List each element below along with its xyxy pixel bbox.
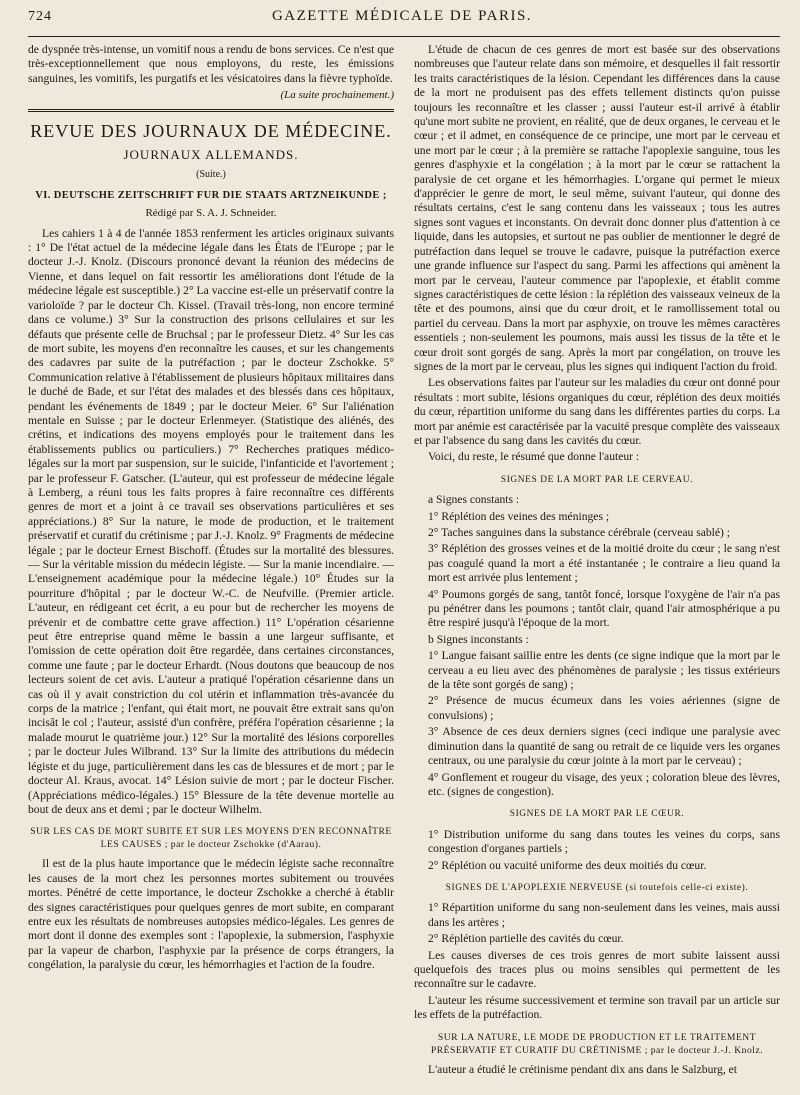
body-paragraph-4: Les causes diverses de ces trois genres de mort subite laissent aussi quelquefois des traces plus ou moins sensibles qui permettent de les reconnaître sur le cadavre. xyxy=(414,948,780,991)
list-item: 1° Langue faisant saillie entre les dents (ce signe indique que la mort par le cerveau a eu lieu avec des phénomènes de paralysie ; les tissus extérieurs de la tête sont gorgés de sang) ; xyxy=(428,649,780,692)
page-number: 724 xyxy=(28,9,52,24)
continued-paragraph: de dyspnée très-intense, un vomitif nous a rendu de bons services. Ce n'est que très-exceptionnellement que nous employons, du reste, les émissions sanguines, les vomitifs, les purgatifs et les vésicatoires dans la fièvre typhoïde. xyxy=(28,43,394,85)
body-paragraph-1: L'étude de chacun de ces genres de mort est basée sur des observations nombreuses que l'auteur relate dans son mémoire, et desquelles il fait ressortir les traits caractéristiques de la lésion. Cependant les différences dans la cause de la mort ne produisent pas des effets tellement distincts qu'on puisse toujours les reconnaître et les classer ; aussi l'auteur est-il arrivé à établir qu'une mort subite ne provient, en réalité, que de deux organes, le cerveau et le cœur ; et il admet, en conséquence de ce principe, une mort par le cerveau et une mort par le cœur ; à la première se rattache l'apoplexie sanguine, tous les genres d'asphyxie et la congélation ; à la mort par le cœur se rattachent la paralysie de cet organe et les hémorrhagies. L'organe qui permet le mieux d'apprécier le genre de mort, le seul même, suivant l'auteur, qui donne des résultats certains, c'est le sang contenu dans les vaisseaux ; tous les autres signes sont vagues et inconstants. On devrait donc donner plus d'attention à ce liquide, dans les autopsies, et surtout ne pas oublier de mentionner le degré de putréfaction dans lequel se trouve le cadavre, puisque la putréfaction exerce une grande influence sur l'aspect du sang. Parmi les affections qui amènent la mort par le cerveau, l'auteur commence par l'apoplexie, et établit comme signes caractéristiques de cette lésion : la réplétion des vaisseaux veineux de la tête et des poumons, ainsi que du cœur droit, et le ramollissement total ou partiel du cerveau. Dans la mort par asphyxie, on trouve les mêmes caractères essentiels ; non-seulement les poumons, mais aussi les tissus de la tête et le cœur droit sont gorgés de sang. Après la mort par congélation, on trouve les signes de la mort par le cerveau, plus les signes qui indiquent l'action du froid. xyxy=(414,43,780,373)
list-item: 2° Réplétion partielle des cavités du cœur. xyxy=(428,932,624,946)
list-item: 3° Absence de ces deux derniers signes (ceci indique une paralysie avec diminution dans la quantité de sang ou retrait de ce liquide vers les organes centraux, ou une paralysie du cœur jointe à la mort par le cerveau) ; xyxy=(428,725,780,768)
article-title-2: SUR LA NATURE, LE MODE DE PRODUCTION ET LE TRAITEMENT PRÉSERVATIF ET CURATIF DU CRÉTINISME ; par le docteur J.-J. Knolz. xyxy=(430,1031,764,1056)
list-item: 2° Taches sanguines dans la substance cérébrale (cerveau sablé) ; xyxy=(428,526,731,539)
body-paragraph-6: L'auteur a étudié le crétinisme pendant dix ans dans le Salzburg, et xyxy=(428,1062,738,1076)
contents-paragraph: Les cahiers 1 à 4 de l'année 1853 renferment les articles originaux suivants : 1° De l'état actuel de la médecine légale dans les États de l'Europe ; par le docteur J.-J. Knolz. (Discours prononcé devant la réunion des médecins de Vienne, et dans lequel on fait ressortir les améliorations dont l'étude de la médecine légale est susceptible.) 2° La vaccine est-elle un préservatif contre la varioloïde ? par le docteur Ch. Kissel. (Travail très-long, non encore terminé dans ce volume.) 3° Sur la construction des prisons cellulaires et sur les défauts que présente celle de Bruchsal ; par le professeur Dietz. 4° Sur les cas de mort subite, les moyens d'en reconnaître les causes, et sur les changements des cadavres par suite de la putréfaction ; par le docteur Zschokke. 5° Communication relative à l'établissement de plusieurs hôpitaux militaires dans le duché de Bade, et sur l'état des malades et des blessés dans ces hôpitaux, pendant les événements de 1849 ; par le docteur Meier. 6° Sur l'aliénation mentale en Suisse ; par le docteur Erlenmeyer. (Statistique des aliénés, des crétins, et indications des moyens employés pour le traitement dans les établissements publics ou particuliers.) 7° Recherches pratiques médico-légales sur la mort par suspension, sur le suicide, l'infanticide et l'avortement ; par le professeur F. Gatscher. (L'auteur, qui est professeur de médecine légale à Lemberg, a réuni tous les faits propres à faire reconnaître ces différents genres de mort et a joint à ce travail ses observations particulières et ses appréciations.) 8° Sur la nature, le mode de production, et le traitement préservatif et curatif du crétinisme ; par J.-J. Knolz. 9° Fragments de médecine légale ; par le docteur Ernest Bischoff. (Études sur la mortalité des blessures. — Sur la véritable mission du médecin légiste. — Sur la manie incendiaire. — L'enseignement académique pour la médecine légale.) 10° Études sur la pourriture d'hôpital ; par le docteur W.-C. de Neufville. (Premier article. L'auteur, en rédigeant cet écrit, a eu pour but de rechercher les moyens de prévenir et de combattre cette grave affection.) 11° L'opération césarienne peut être entreprise quand même le bassin a une largeur suffisante, et l'omission de cette opération doit être regardée, dans certaines circonstances, comme une faute ; par le docteur Erhardt. (Nous doutons que beaucoup de nos lecteurs soient de cet avis. L'auteur a pratiqué l'opération césarienne dans un cas où il y avait constriction du col utérin et inflammation très-avancée du corps de la matrice ; l'enfant, qui était mort, ne pouvait être extrait sans qu'on incisât le col ; l'auteur, assisté d'un confrère, préféra l'opération césarienne ; la malade mourut le quatrième jour.) 12° Sur la mortalité des lésions corporelles ; par le docteur Jules Wilbrand. 13° Sur la limite des attributions du médecin légiste et du juge, particulièrement dans les cas de blessures et de mort ; par le docteur Al. Kraus, avocat. 14° Lésion suivie de mort ; par le docteur Fischer. (Appréciations médico-légales.) 15° Blessure de la tête devenue mortelle au bout de deux ans et demi ; par le docteur Wilhelm. xyxy=(28,226,394,816)
list-item: 3° Réplétion des grosses veines et de la moitié droite du cœur ; le sang n'est pas coagulé quand la mort a été instantanée ; le contraire a lieu quand la mort est arrivée plus lentement ; xyxy=(428,542,780,585)
signs-list-apoplexie xyxy=(414,901,780,946)
body-paragraph-3: Voici, du reste, le résumé que donne l'auteur : xyxy=(428,450,640,464)
journal-heading: VI. DEUTSCHE ZEITSCHRIFT FUR DIE STAATS ARTZNEIKUNDE ; xyxy=(35,189,387,201)
section-rule xyxy=(28,109,394,112)
review-title: REVUE DES JOURNAUX DE MÉDECINE. xyxy=(30,120,392,141)
section-title-cerveau: SIGNES DE LA MORT PAR LE CERVEAU. xyxy=(500,474,694,485)
section-title-apoplexie: SIGNES DE L'APOPLEXIE NERVEUSE (si toutefois celle-ci existe). xyxy=(445,882,749,893)
columns xyxy=(28,43,780,1088)
list-item: 2° Présence de mucus écumeux dans les voies aériennes (signe de convulsions) ; xyxy=(428,694,780,722)
suite-prochainement: (La suite prochainement.) xyxy=(280,89,394,102)
subhead: JOURNAUX ALLEMANDS. xyxy=(123,147,299,163)
section-title-coeur: SIGNES DE LA MORT PAR LE CŒUR. xyxy=(509,809,685,820)
list-item: 4° Gonflement et rougeur du visage, des yeux ; coloration bleue des lèvres, etc. (signes de congestion). xyxy=(428,770,780,798)
list-item: 1° Réplétion des veines des méninges ; xyxy=(428,509,610,523)
list-item: 2° Réplétion ou vacuité uniforme des deux moitiés du cœur. xyxy=(428,858,707,872)
suite-label: (Suite.) xyxy=(196,169,226,181)
journal-title: GAZETTE MÉDICALE DE PARIS. xyxy=(271,8,533,24)
redige-par: Rédigé par S. A. J. Schneider. xyxy=(145,207,277,220)
running-head xyxy=(28,8,780,37)
signs-list-coeur xyxy=(414,828,780,873)
signs-constants-label: a Signes constants : xyxy=(428,493,520,507)
right-column xyxy=(414,43,780,1088)
signs-inconstants-label: b Signes inconstants : xyxy=(428,632,529,646)
list-item: 1° Répartition uniforme du sang non-seulement dans les veines, mais aussi dans les artères ; xyxy=(428,901,780,929)
article-paragraph: Il est de la plus haute importance que le médecin légiste sache reconnaître les causes de la mort chez les personnes mortes subitement ou trouvées mortes. Pénétré de cette importance, le docteur Zschokke a cherché à établir des signes caractéristiques pour quelques genres de mort subite, en comparant entre eux les résultats de nombreuses autopsies médico-légales. Les genres de mort dont il donne des exemples sont : l'apoplexie, la submersion, l'asphyxie par la vapeur de charbon, l'asphyxie par la présence de corps étrangers, la congélation, la paralysie du cœur, les hémorrhagies et l'action de la foudre. xyxy=(28,857,394,972)
signs-list-cerveau xyxy=(414,493,780,799)
body-paragraph-5: L'auteur les résume successivement et termine son travail par un article sur les effets de la putréfaction. xyxy=(414,993,780,1022)
list-item: 4° Poumons gorgés de sang, tantôt foncé, lorsque l'oxygène de l'air n'a pas pu pénétrer dans les poumons ; tantôt clair, quand l'air atmosphérique a pu être respiré jusqu'à l'époque de la mort. xyxy=(428,587,780,630)
list-item: 1° Distribution uniforme du sang dans toutes les veines du corps, sans congestion d'organes partiels ; xyxy=(428,827,780,856)
body-paragraph-2: Les observations faites par l'auteur sur les maladies du cœur ont donné pour résultats : mort subite, lésions organiques du cœur, réplétion des deux moitiés du cœur, répartition uniforme du sang dans les différentes parties du corps. La mort par anémie est caractérisée par la vacuité presque complète des vaisseaux et par l'absence du sang dans les cavités du cœur. xyxy=(414,376,780,447)
left-column xyxy=(28,43,394,1088)
article-title: SUR LES CAS DE MORT SUBITE ET SUR LES MOYENS D'EN RECONNAÎTRE LES CAUSES ; par le docteur Zschokke (d'Aarau). xyxy=(30,826,392,851)
